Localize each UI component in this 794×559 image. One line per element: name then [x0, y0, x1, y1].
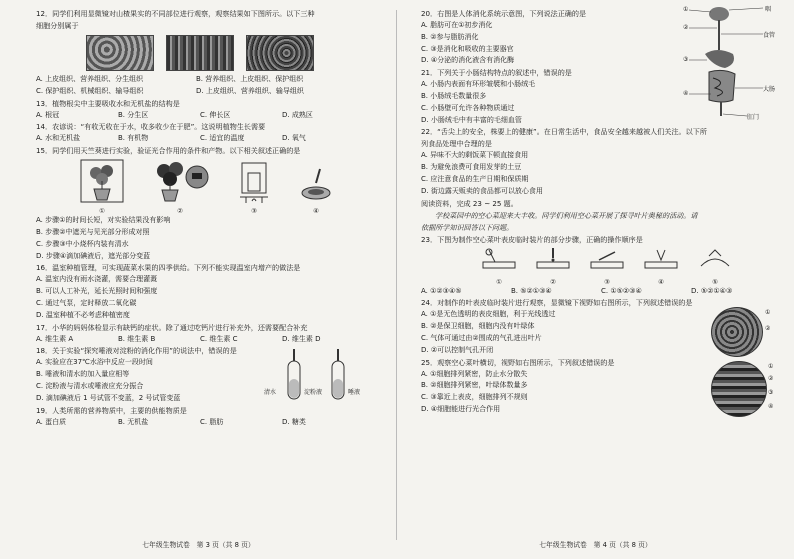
q14-options [36, 133, 387, 145]
q24-line1: 24．对制作的叶表皮临时装片进行观察，显微镜下视野如右图所示，下列叙述错误的是 [421, 298, 693, 308]
q12-option-c[interactable]: C. 保护组织、机械组织、输导组织 [36, 86, 144, 95]
q25-option-d[interactable]: D. ④细胞能进行光合作用 [421, 404, 501, 413]
shaded-leaf-plant-icon [150, 159, 210, 203]
q17-option-b[interactable]: B. 维生素 B [118, 334, 156, 343]
q14-option-a[interactable]: A. 水和无机盐 [36, 134, 81, 143]
fig20-label-esophagus: 食管 [763, 32, 776, 39]
q23-option-c[interactable]: C. ①⑤②③④ [601, 286, 642, 295]
q15-option-b[interactable]: B. 步骤②中遮光与见光部分形成对照 [36, 227, 150, 236]
dropper-dish-icon [298, 167, 334, 203]
test-tube-icon [264, 347, 374, 405]
q16-option-b[interactable]: B. 可以人工补光，延长光照时间和强度 [36, 287, 158, 296]
q18-option-c[interactable]: C. 淀粉液与清水或唾液应充分振合 [36, 381, 144, 390]
q23-step2 [535, 248, 571, 286]
epidermis-micrograph [711, 307, 775, 355]
q12-options-row2 [36, 86, 387, 98]
q15-label-2: ② [177, 207, 183, 216]
q13-option-d[interactable]: D. 成熟区 [282, 110, 313, 119]
q15-figure [80, 159, 387, 215]
q22-option-a[interactable]: A. 异味不大的剩饭菜下顿直接食用 [421, 151, 529, 160]
q19-options [36, 417, 387, 429]
dropper-slide-icon [535, 248, 571, 274]
q25-option-b[interactable]: B. ②细胞排列紧密，叶绿体数量多 [421, 381, 528, 390]
fig20-label-anus: 肛门 [747, 114, 760, 121]
q25-stem: 25．观察空心菜叶横切，视野如右图所示，下列叙述错误的是 [421, 357, 615, 367]
q23-label-3: ③ [604, 277, 610, 286]
q20-option-b[interactable]: B. ②参与脂肪消化 [421, 32, 479, 41]
tube-label-water: 清水 [264, 389, 277, 397]
q12-option-a[interactable]: A. 上皮组织、营养组织、分生组织 [36, 75, 144, 83]
q24-option-d[interactable]: D. ②可以控制气孔开闭 [421, 345, 494, 354]
q23-step1 [481, 248, 517, 286]
potted-plant-icon [80, 159, 124, 203]
q16-option-c[interactable]: C. 通过气泵，定时释放二氧化碳 [36, 298, 137, 307]
left-footer: 七年级生物试卷 第 3 页（共 8 页） [142, 541, 255, 549]
q12-option-d[interactable]: D. 上皮组织、营养组织、输导组织 [196, 86, 304, 95]
q24-option-c[interactable]: C. 气体可通过由②围成的气孔进出叶片 [421, 333, 542, 342]
fig25-label-2: ② [768, 374, 774, 382]
q21-option-d[interactable]: D. 小肠绒毛中有丰富的毛细血管 [421, 115, 522, 124]
q13-option-c[interactable]: C. 伸长区 [200, 110, 231, 119]
epidermis-view [711, 307, 763, 357]
q23-option-b[interactable]: B. ⑤②①③④ [511, 286, 552, 295]
right-page [397, 0, 794, 559]
fig20-label-large-intestine: 大肠 [763, 86, 776, 93]
q23-option-a[interactable]: A. ①②③④⑤ [421, 286, 462, 295]
digestive-system-figure [683, 4, 783, 122]
q15-option-a[interactable]: A. 步骤①的时间长短，对实验结果没有影响 [36, 216, 171, 225]
q21-stem: 21．下列关于小肠结构特点的叙述中，错误的是 [421, 68, 572, 78]
q19-stem: 19．人类所需的营养物质中，主要的供能物质是 [36, 405, 187, 415]
tweezers-icon [643, 248, 679, 274]
q18-stem: 18．关于实验“探究唾液对淀粉的消化作用”的说法中，错误的是 [36, 346, 237, 356]
q22-option-c[interactable]: C. 应注意食品的生产日期和保质期 [421, 174, 529, 183]
q15-step3 [236, 159, 272, 215]
leaf-cross-section [711, 361, 775, 417]
q16-option-d[interactable]: D. 温室种植不必考虑种植密度 [36, 310, 130, 319]
q21-option-b[interactable]: B. 小肠绒毛数量很多 [421, 91, 487, 100]
tube-label-saliva: 唾液 [348, 389, 361, 397]
q15-step2 [150, 159, 210, 215]
q22-option-d[interactable]: D. 街边露天贩卖的食品都可以放心食用 [421, 186, 543, 195]
q25-block [421, 357, 784, 416]
q15-label-4: ④ [313, 207, 319, 216]
q19-option-a[interactable]: A. 蛋白质 [36, 417, 67, 426]
micrograph-2 [166, 35, 234, 71]
q24-option-a[interactable]: A. ①是无色透明的表皮细胞，利于光线透过 [421, 310, 556, 319]
digestive-system-icon [683, 4, 783, 122]
q18-test-tubes [264, 347, 374, 405]
q22-line2: 列食品处理中合理的是 [421, 139, 492, 149]
q19-option-d[interactable]: D. 糖类 [282, 417, 306, 426]
fig24-label-1: ① [765, 309, 771, 317]
fig20-label-3: ③ [683, 56, 689, 63]
right-footer: 七年级生物试卷 第 4 页（共 8 页） [539, 541, 652, 549]
q21-option-a[interactable]: A. 小肠内表面有环形皱襞和小肠绒毛 [421, 80, 536, 89]
reading-line2: 依据所学知识回答以下问题。 [421, 222, 514, 232]
q18-option-b[interactable]: B. 唾液和清水的加入量应相等 [36, 370, 130, 379]
q16-stem: 16．温室种植管理，可实现蔬菜水果的四季供给。下列不能实现温室内增产的做法是 [36, 263, 301, 273]
q23-step4 [643, 248, 679, 286]
q12-option-b[interactable]: B. 营养组织、上皮组织、保护组织 [196, 75, 304, 83]
q18-option-a[interactable]: A. 实验应在37℃水浴中反应一段时间 [36, 358, 153, 367]
tube-label-starch: 淀粉液 [304, 389, 323, 397]
fig20-label-4: ④ [683, 90, 689, 97]
q23-label-4: ④ [658, 277, 664, 286]
q24-option-b[interactable]: B. ②是保卫细胞，细胞内没有叶绿体 [421, 322, 535, 331]
q17-stem: 17．小华的妈妈体检显示有缺钙的症状。除了通过吃钙片进行补充外，还需要配合补充 [36, 322, 308, 332]
fig20-label-1: ① [683, 6, 689, 13]
q14-option-c[interactable]: C. 适宜的温度 [200, 134, 245, 143]
q14-option-b[interactable]: B. 有机物 [118, 134, 149, 143]
reading-line1: 学校菜园中的空心菜迎来大丰收。同学们利用空心菜开展了探寻叶片奥秘的活动。请 [435, 210, 698, 220]
q17-option-a[interactable]: A. 维生素 A [36, 334, 74, 343]
q13-stem: 13．植物根尖中主要吸收水和无机盐的结构是 [36, 98, 180, 108]
q12-micrographs [86, 35, 387, 71]
micrograph-3 [246, 35, 314, 71]
q12-line1: 12．同学们利用显微镜对山楂果实的不同部位进行观察，观察结果如下图所示。以下三种 [36, 9, 315, 18]
q12-line2: 细胞分别属于 [36, 21, 79, 30]
q23-figure [481, 248, 784, 286]
q23-option-d[interactable]: D. ⑤②①④③ [691, 286, 733, 295]
q18-option-d[interactable]: D. 滴加碘液后 1 号试管不变蓝，2 号试管变蓝 [36, 393, 181, 402]
q17-option-c[interactable]: C. 维生素 C [200, 334, 238, 343]
q13-option-a[interactable]: A. 根冠 [36, 110, 60, 119]
q15-label-1: ① [99, 207, 105, 216]
q13-option-b[interactable]: B. 分生区 [118, 110, 149, 119]
coverslip-icon [589, 248, 625, 274]
fig25-label-1: ① [768, 362, 774, 370]
q12-options-row1 [36, 74, 387, 86]
q23-label-5: ⑤ [712, 277, 718, 286]
q24-block [421, 297, 784, 356]
q19-option-b[interactable]: B. 无机盐 [118, 417, 149, 426]
cross-section-view [711, 361, 767, 417]
q15-stem: 15．同学们用天竺葵进行实验，验证光合作用的条件和产物。以下相关叙述正确的是 [36, 146, 301, 156]
water-bath-beaker-icon [236, 159, 272, 203]
q23-step3 [589, 248, 625, 286]
q15-label-3: ③ [251, 207, 257, 216]
q15-option-c[interactable]: C. 步骤③中小烧杯内装有清水 [36, 239, 129, 248]
q23-stem: 23．下图为制作空心菜叶表皮临时装片的部分步骤，正确的操作顺序是 [421, 234, 643, 244]
peel-epidermis-icon [697, 248, 733, 274]
q14-option-d[interactable]: D. 氧气 [282, 134, 306, 143]
q15-step4 [298, 167, 334, 215]
q23-label-2: ② [550, 277, 556, 286]
q22-option-b[interactable]: B. 为避免浪费可食用发芽的土豆 [421, 163, 522, 172]
q13-options [36, 110, 387, 122]
q15-option-d[interactable]: D. 步骤④滴加碘液后，遮光部分变蓝 [36, 251, 151, 260]
micrograph-1 [86, 35, 154, 71]
q23-step5 [697, 248, 733, 286]
q18-block [36, 345, 387, 404]
fig24-label-2: ② [765, 325, 771, 333]
q25-option-c[interactable]: C. ③靠近上表皮，细胞排列不规则 [421, 393, 528, 402]
q14-stem: 14．农谚说：“有收无收在于水，收多收少在于肥”。这说明植物生长需要 [36, 122, 266, 132]
q20-option-c[interactable]: C. ③是消化和吸收的主要器官 [421, 44, 514, 53]
q21-option-c[interactable]: C. 小肠壁可允许各种物质通过 [421, 103, 515, 112]
slide-hand-icon [481, 248, 517, 274]
reading-intro: 阅读资料，完成 23 ~ 25 题。 [421, 198, 518, 208]
q25-option-a[interactable]: A. ①细胞排列紧密，防止水分散失 [421, 369, 528, 378]
fig25-label-4: ④ [768, 402, 774, 410]
q23-options [421, 286, 784, 298]
q22-line1: 22．“舌尖上的安全，株要上的健康”。在日常生活中，食品安全越来越被人们关注。以下所 [421, 127, 707, 137]
fig25-label-3: ③ [768, 388, 774, 396]
q20-stem: 20．右图是人体消化系统示意图，下列说法正确的是 [421, 9, 587, 18]
q23-label-1: ① [496, 277, 502, 286]
q17-option-d[interactable]: D. 维生素 D [282, 334, 321, 343]
q20-option-d[interactable]: D. ④分泌的消化液含有消化酶 [421, 56, 515, 65]
q16-option-a[interactable]: A. 温室内没有雨水浇灌，需要合理灌溉 [36, 275, 158, 284]
q19-option-c[interactable]: C. 脂肪 [200, 417, 224, 426]
fig20-label-2: ② [683, 24, 689, 31]
q15-step1 [80, 159, 124, 215]
q20-option-a[interactable]: A. 脂肪可在①初步消化 [421, 21, 493, 29]
fig20-label-pharynx: 咽 [765, 6, 772, 13]
q17-options [36, 334, 387, 346]
